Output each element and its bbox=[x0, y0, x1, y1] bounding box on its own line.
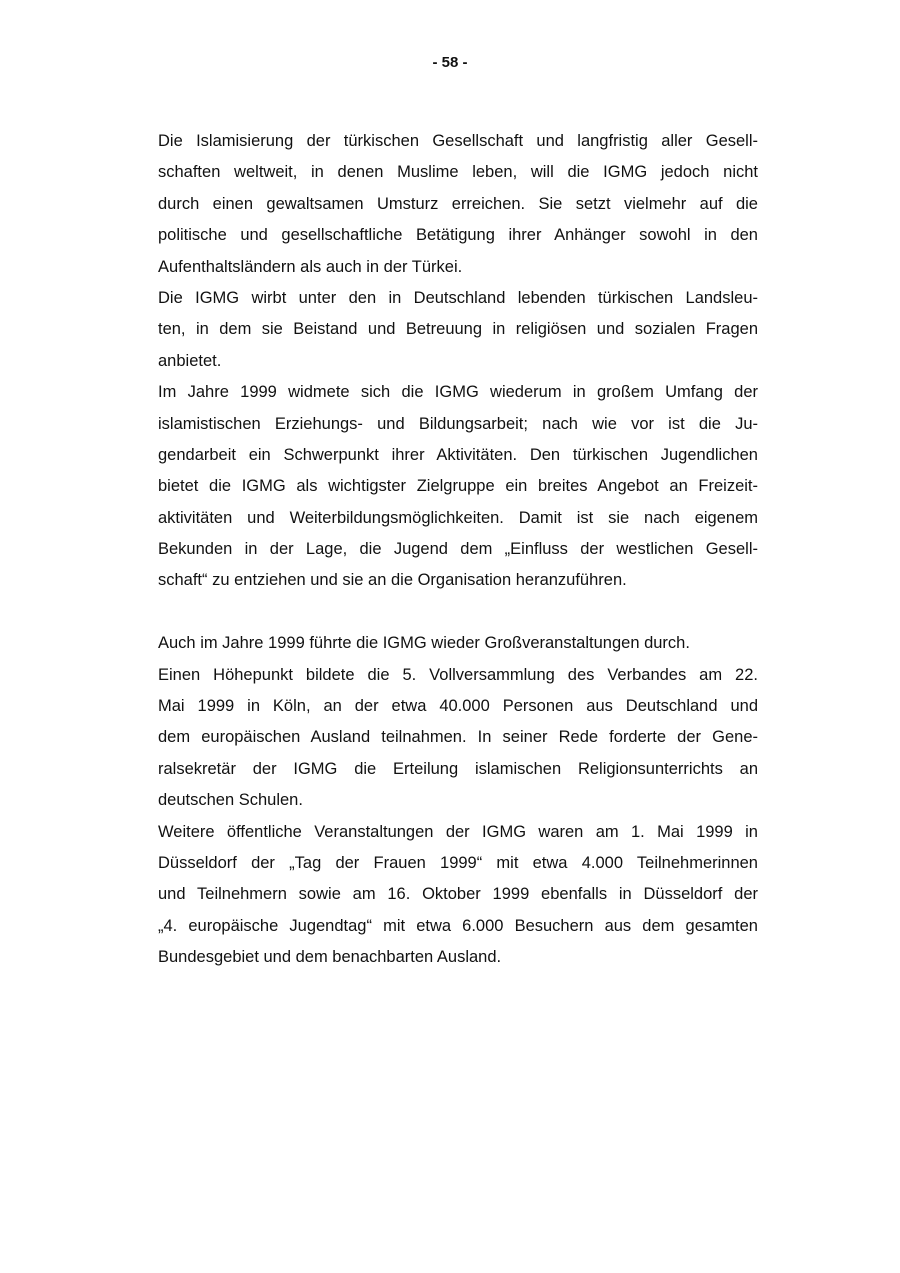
text-line: durch einen gewaltsamen Umsturz erreichen. Sie setzt vielmehr auf die bbox=[158, 194, 758, 213]
text-line: Weitere öffentliche Veranstaltungen der IGMG waren am 1. Mai 1999 in bbox=[158, 822, 758, 841]
paragraph bbox=[158, 660, 758, 817]
text-line: schaften weltweit, in denen Muslime leben, will die IGMG jedoch nicht bbox=[158, 163, 758, 182]
text-line: Im Jahre 1999 widmete sich die IGMG wiederum in großem Umfang der bbox=[158, 383, 758, 402]
text-line: „4. europäische Jugendtag“ mit etwa 6.000 Besuchern aus dem gesamten bbox=[158, 916, 758, 935]
text-line: ten, in dem sie Beistand und Betreuung in religiösen und sozialen Fragen bbox=[158, 320, 758, 339]
text-line: politische und gesellschaftliche Betätigung ihrer Anhänger sowohl in den bbox=[158, 226, 758, 245]
page-number: - 58 - bbox=[432, 54, 468, 71]
paragraph bbox=[158, 283, 758, 377]
paragraph bbox=[158, 817, 758, 974]
text-line: und Teilnehmern sowie am 16. Oktober 1999 ebenfalls in Düsseldorf der bbox=[158, 885, 758, 904]
text-line: Einen Höhepunkt bildete die 5. Vollversammlung des Verbandes am 22. bbox=[158, 665, 758, 684]
text-line: bietet die IGMG als wichtigster Zielgruppe ein breites Angebot an Freizeit- bbox=[158, 477, 758, 496]
text-line: Die Islamisierung der türkischen Gesellschaft und langfristig aller Gesell- bbox=[158, 132, 758, 150]
text-line: aktivitäten und Weiterbildungsmöglichkeiten. Damit ist sie nach eigenem bbox=[158, 508, 758, 527]
text-line: Düsseldorf der „Tag der Frauen 1999“ mit etwa 4.000 Teilnehmerinnen bbox=[158, 853, 758, 872]
document-body bbox=[158, 126, 758, 974]
text-line: schaft“ zu entziehen und sie an die Organisation heranzuführen. bbox=[158, 571, 627, 590]
paragraph bbox=[158, 628, 758, 659]
text-line: islamistischen Erziehungs- und Bildungsarbeit; nach wie vor ist die Ju- bbox=[158, 414, 758, 433]
text-line: Bekunden in der Lage, die Jugend dem „Einfluss der westlichen Gesell- bbox=[158, 540, 758, 559]
paragraph bbox=[158, 126, 758, 283]
text-line: Mai 1999 in Köln, an der etwa 40.000 Personen aus Deutschland und bbox=[158, 697, 758, 716]
paragraph bbox=[158, 377, 758, 597]
text-line: dem europäischen Ausland teilnahmen. In seiner Rede forderte der Gene- bbox=[158, 728, 758, 747]
paragraph-gap bbox=[158, 597, 758, 628]
text-line: gendarbeit ein Schwerpunkt ihrer Aktivitäten. Den türkischen Jugendlichen bbox=[158, 445, 758, 464]
text-line: Bundesgebiet und dem benachbarten Ausland. bbox=[158, 948, 502, 967]
text-line: Auch im Jahre 1999 führte die IGMG wieder Großveranstaltungen durch. bbox=[158, 634, 690, 653]
text-line: deutschen Schulen. bbox=[158, 791, 303, 810]
text-line: ralsekretär der IGMG die Erteilung islamischen Religionsunterrichts an bbox=[158, 759, 758, 778]
text-line: Die IGMG wirbt unter den in Deutschland lebenden türkischen Landsleu- bbox=[158, 288, 758, 307]
text-line: anbietet. bbox=[158, 351, 222, 370]
text-line: Aufenthaltsländern als auch in der Türkei. bbox=[158, 257, 463, 276]
